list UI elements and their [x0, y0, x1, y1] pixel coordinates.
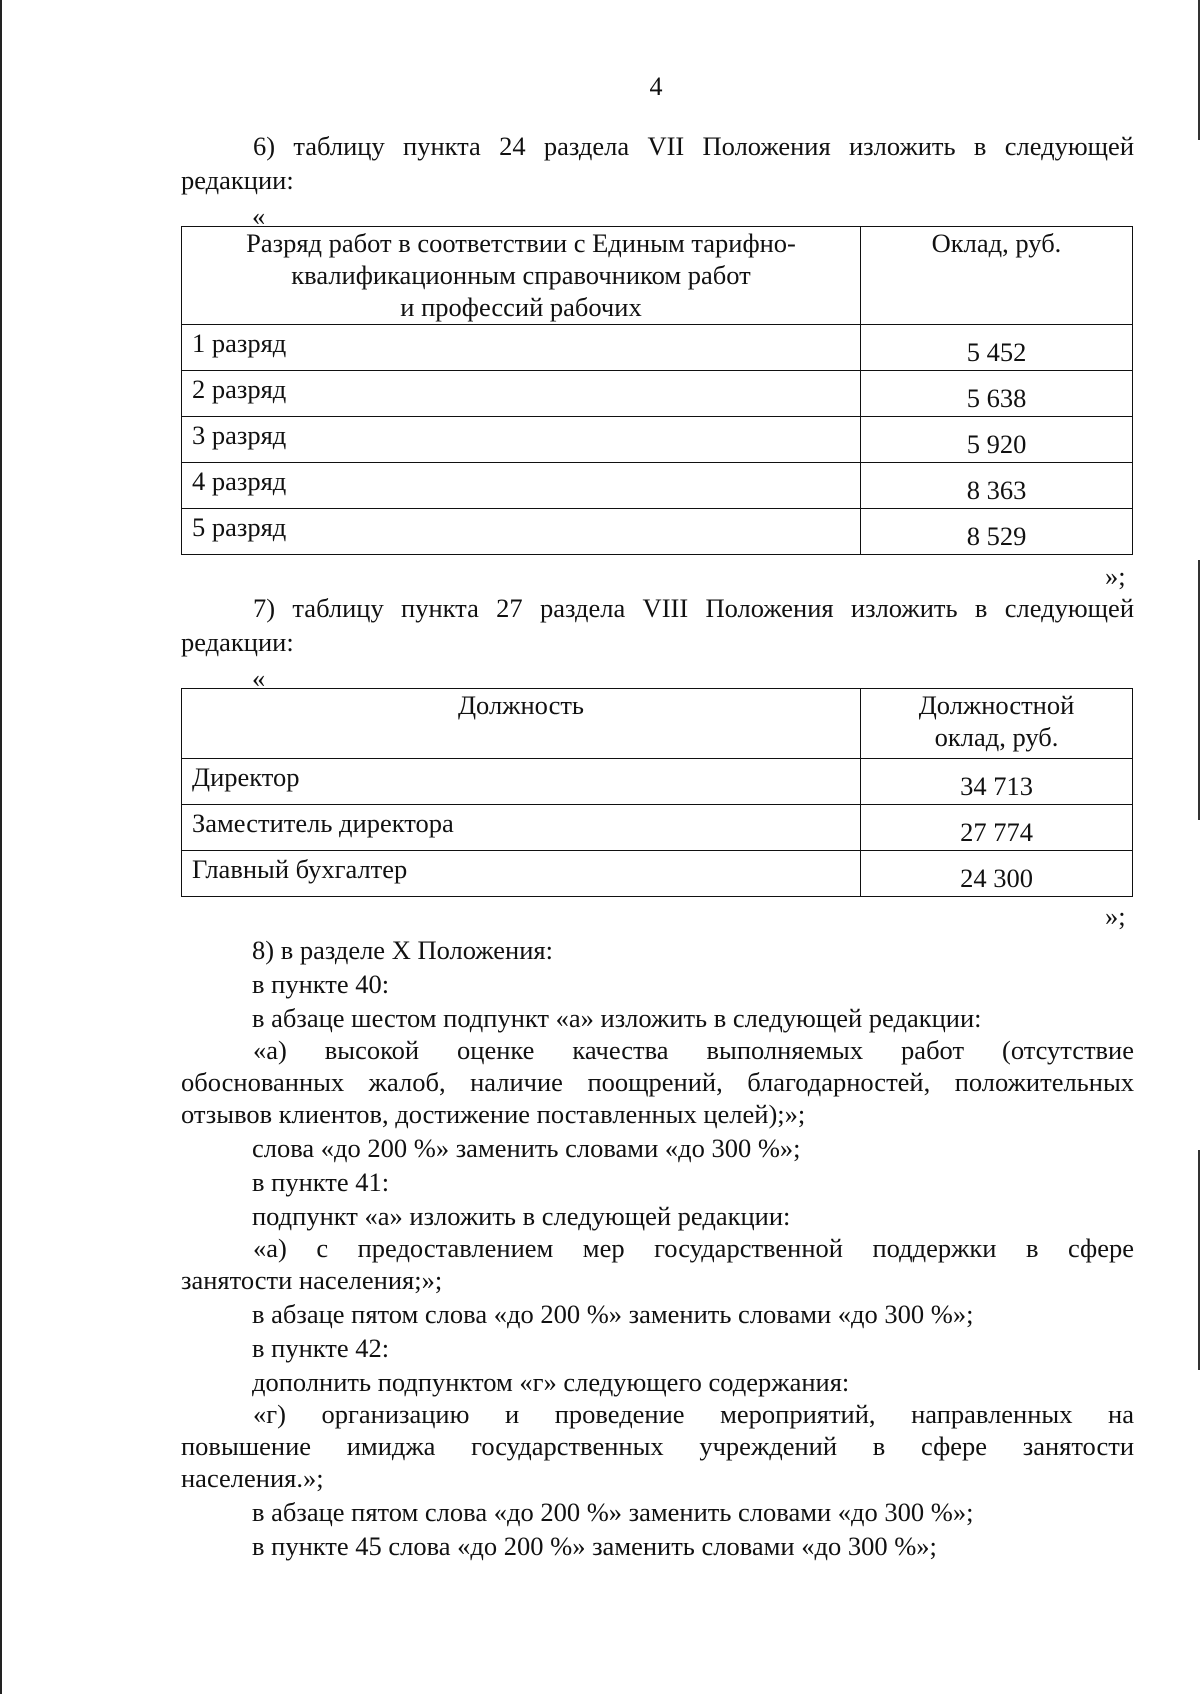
- grade-label: 1 разряд: [182, 325, 861, 371]
- item8-line: слова «до 200 %» заменить словами «до 300 %»;: [252, 1133, 801, 1163]
- grade-label: 3 разряд: [182, 417, 861, 463]
- item8-line: «г) организацию и проведение мероприятий, направленных на: [253, 1399, 1134, 1429]
- item8-line: дополнить подпунктом «г» следующего содержания:: [252, 1367, 850, 1397]
- grade-label: 5 разряд: [182, 509, 861, 555]
- item8-line: в пункте 40:: [252, 969, 390, 999]
- grade-label: 2 разряд: [182, 371, 861, 417]
- item8-line: повышение имиджа государственных учреждений в сфере занятости: [181, 1431, 1134, 1461]
- table-row: [182, 805, 1133, 851]
- item8-line: отзывов клиентов, достижение поставленных целей);»;: [181, 1099, 806, 1129]
- table-header-row: [182, 689, 1133, 759]
- header-official-salary-line: Должностной: [918, 690, 1075, 720]
- item7-open-quote: «: [252, 663, 266, 693]
- item8-line: занятости населения;»;: [181, 1265, 443, 1295]
- item8-line: в абзаце пятом слова «до 200 %» заменить словами «до 300 %»;: [252, 1497, 974, 1527]
- item6-open-quote: «: [252, 201, 266, 231]
- grade-salary: 8 363: [861, 463, 1133, 509]
- salary-grade-table: [181, 226, 1133, 555]
- grade-salary: 5 638: [861, 371, 1133, 417]
- grade-salary: 8 529: [861, 509, 1133, 555]
- header-official-salary: [861, 689, 1133, 759]
- item8-line: в пункте 41:: [252, 1167, 390, 1197]
- table-row: [182, 463, 1133, 509]
- table-header-row: [182, 227, 1133, 325]
- scan-left-edge: [0, 0, 2, 1694]
- item8-line: в абзаце пятом слова «до 200 %» заменить словами «до 300 %»;: [252, 1299, 974, 1329]
- table-row: [182, 325, 1133, 371]
- table-row: [182, 509, 1133, 555]
- item8-line: обоснованных жалоб, наличие поощрений, благодарностей, положительных: [181, 1067, 1134, 1097]
- header-position: Должность: [182, 689, 861, 759]
- table-row: [182, 851, 1133, 897]
- position-salary: 24 300: [861, 851, 1133, 897]
- grade-label: 4 разряд: [182, 463, 861, 509]
- item6-line2: редакции:: [181, 165, 294, 195]
- header-grade-line: и профессий рабочих: [400, 292, 642, 322]
- item6-line1: 6) таблицу пункта 24 раздела VII Положения изложить в следующей: [253, 131, 1134, 161]
- header-salary: Оклад, руб.: [861, 227, 1133, 325]
- table-row: [182, 417, 1133, 463]
- position-label: Директор: [182, 759, 861, 805]
- grade-salary: 5 452: [861, 325, 1133, 371]
- item7-close-quote: »;: [1105, 901, 1126, 931]
- header-grade-line: квалификационным справочником работ: [291, 260, 751, 290]
- header-official-salary-line: оклад, руб.: [934, 722, 1059, 752]
- item7-line1: 7) таблицу пункта 27 раздела VIII Положения изложить в следующей: [253, 593, 1134, 623]
- item7-line2: редакции:: [181, 627, 294, 657]
- position-label: Главный бухгалтер: [182, 851, 861, 897]
- table-row: [182, 371, 1133, 417]
- item6-close-quote: »;: [1105, 561, 1126, 591]
- header-grade: [182, 227, 861, 325]
- item8-line: «а) с предоставлением мер государственной поддержки в сфере: [253, 1233, 1134, 1263]
- item8-line: в абзаце шестом подпункт «а» изложить в следующей редакции:: [252, 1003, 982, 1033]
- position-salary-table: [181, 688, 1133, 897]
- page-number: 4: [649, 72, 663, 101]
- item8-line: 8) в разделе X Положения:: [252, 935, 553, 965]
- item8-line: «а) высокой оценке качества выполняемых работ (отсутствие: [253, 1035, 1134, 1065]
- item8-line: в пункте 42:: [252, 1333, 390, 1363]
- grade-salary: 5 920: [861, 417, 1133, 463]
- item8-line: населения.»;: [181, 1463, 324, 1493]
- position-label: Заместитель директора: [182, 805, 861, 851]
- table-row: [182, 759, 1133, 805]
- item8-line: подпункт «а» изложить в следующей редакции:: [252, 1201, 791, 1231]
- position-salary: 27 774: [861, 805, 1133, 851]
- position-salary: 34 713: [861, 759, 1133, 805]
- item8-line: в пункте 45 слова «до 200 %» заменить словами «до 300 %»;: [252, 1531, 937, 1561]
- header-grade-line: Разряд работ в соответствии с Единым тарифно-: [246, 228, 796, 258]
